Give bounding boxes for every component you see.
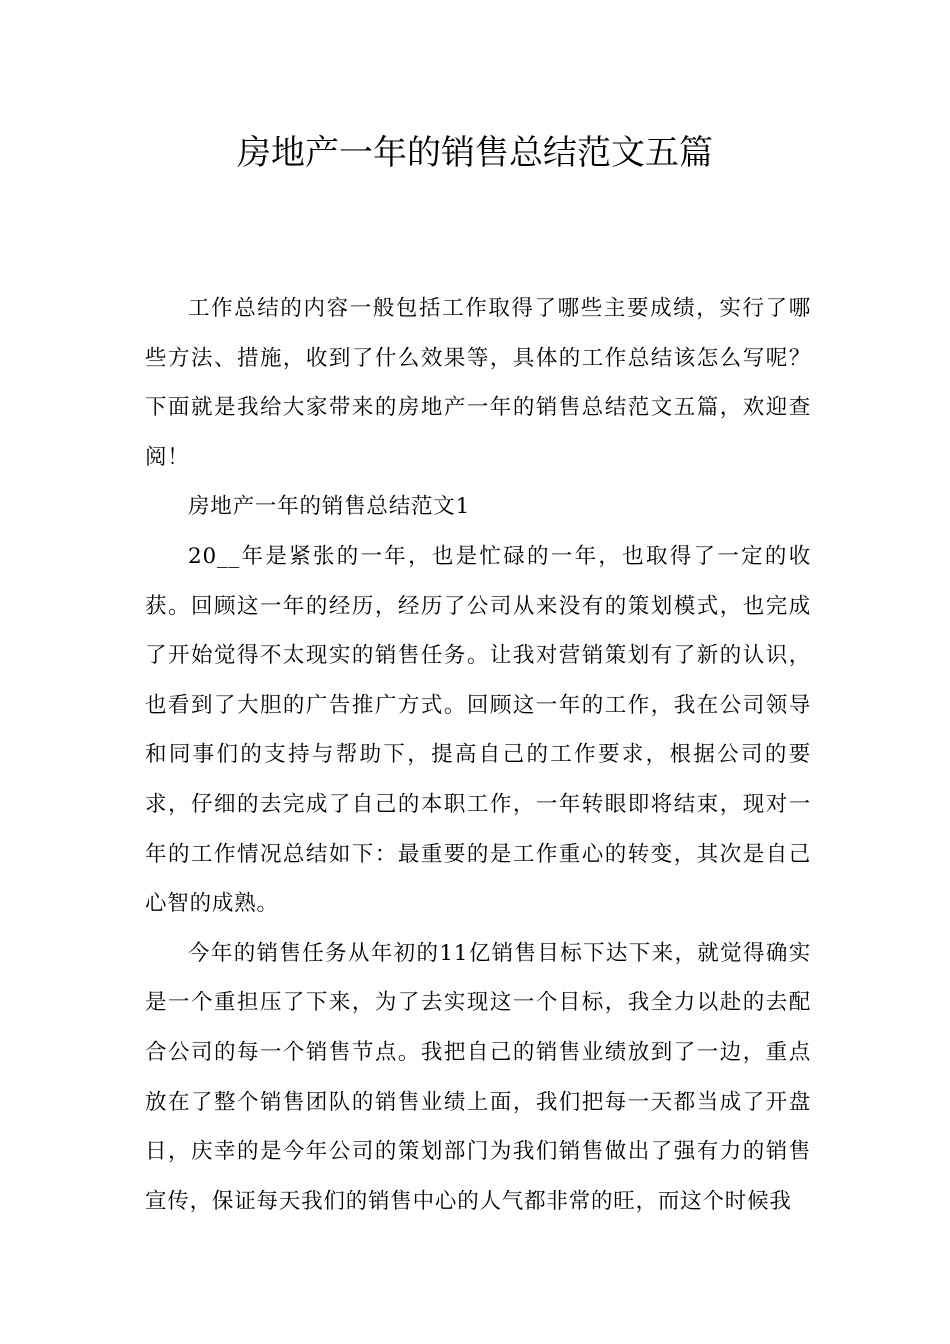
document-title: 房地产一年的销售总结范文五篇 <box>237 133 713 173</box>
body-paragraph: 20__年是紧张的一年，也是忙碌的一年，也取得了一定的收获。回顾这一年的经历，经历了公司从来没有的策划模式，也完成了开始觉得不太现实的销售任务。让我对营销策划有了新的认识，也看到了大胆的广告推广方式。回顾这一年的工作，我在公司领导和同事们的支持与帮助下，提高自己的工作要求，根据公司的要求，仔细的去完成了自己的本职工作，一年转眼即将结束，现对一年的工作情况总结如下：最重要的是工作重心的转变，其次是自己心智的成熟。 <box>145 543 811 917</box>
body-paragraph: 今年的销售任务从年初的11亿销售目标下达下来，就觉得确实是一个重担压了下来，为了去实现这一个目标，我全力以赴的去配合公司的每一个销售节点。我把自己的销售业绩放到了一边，重点放在了整个销售团队的销售业绩上面，我们把每一天都当成了开盘日，庆幸的是今年公司的策划部门为我们销售做出了强有力的销售宣传，保证每天我们的销售中心的人气都非常的旺，而这个时候我 <box>145 940 811 1214</box>
section-heading: 房地产一年的销售总结范文1 <box>188 494 471 520</box>
document-body <box>145 284 811 1226</box>
intro-paragraph: 工作总结的内容一般包括工作取得了哪些主要成绩，实行了哪些方法、措施，收到了什么效果等，具体的工作总结该怎么写呢？下面就是我给大家带来的房地产一年的销售总结范文五篇，欢迎查阅！ <box>145 296 811 470</box>
